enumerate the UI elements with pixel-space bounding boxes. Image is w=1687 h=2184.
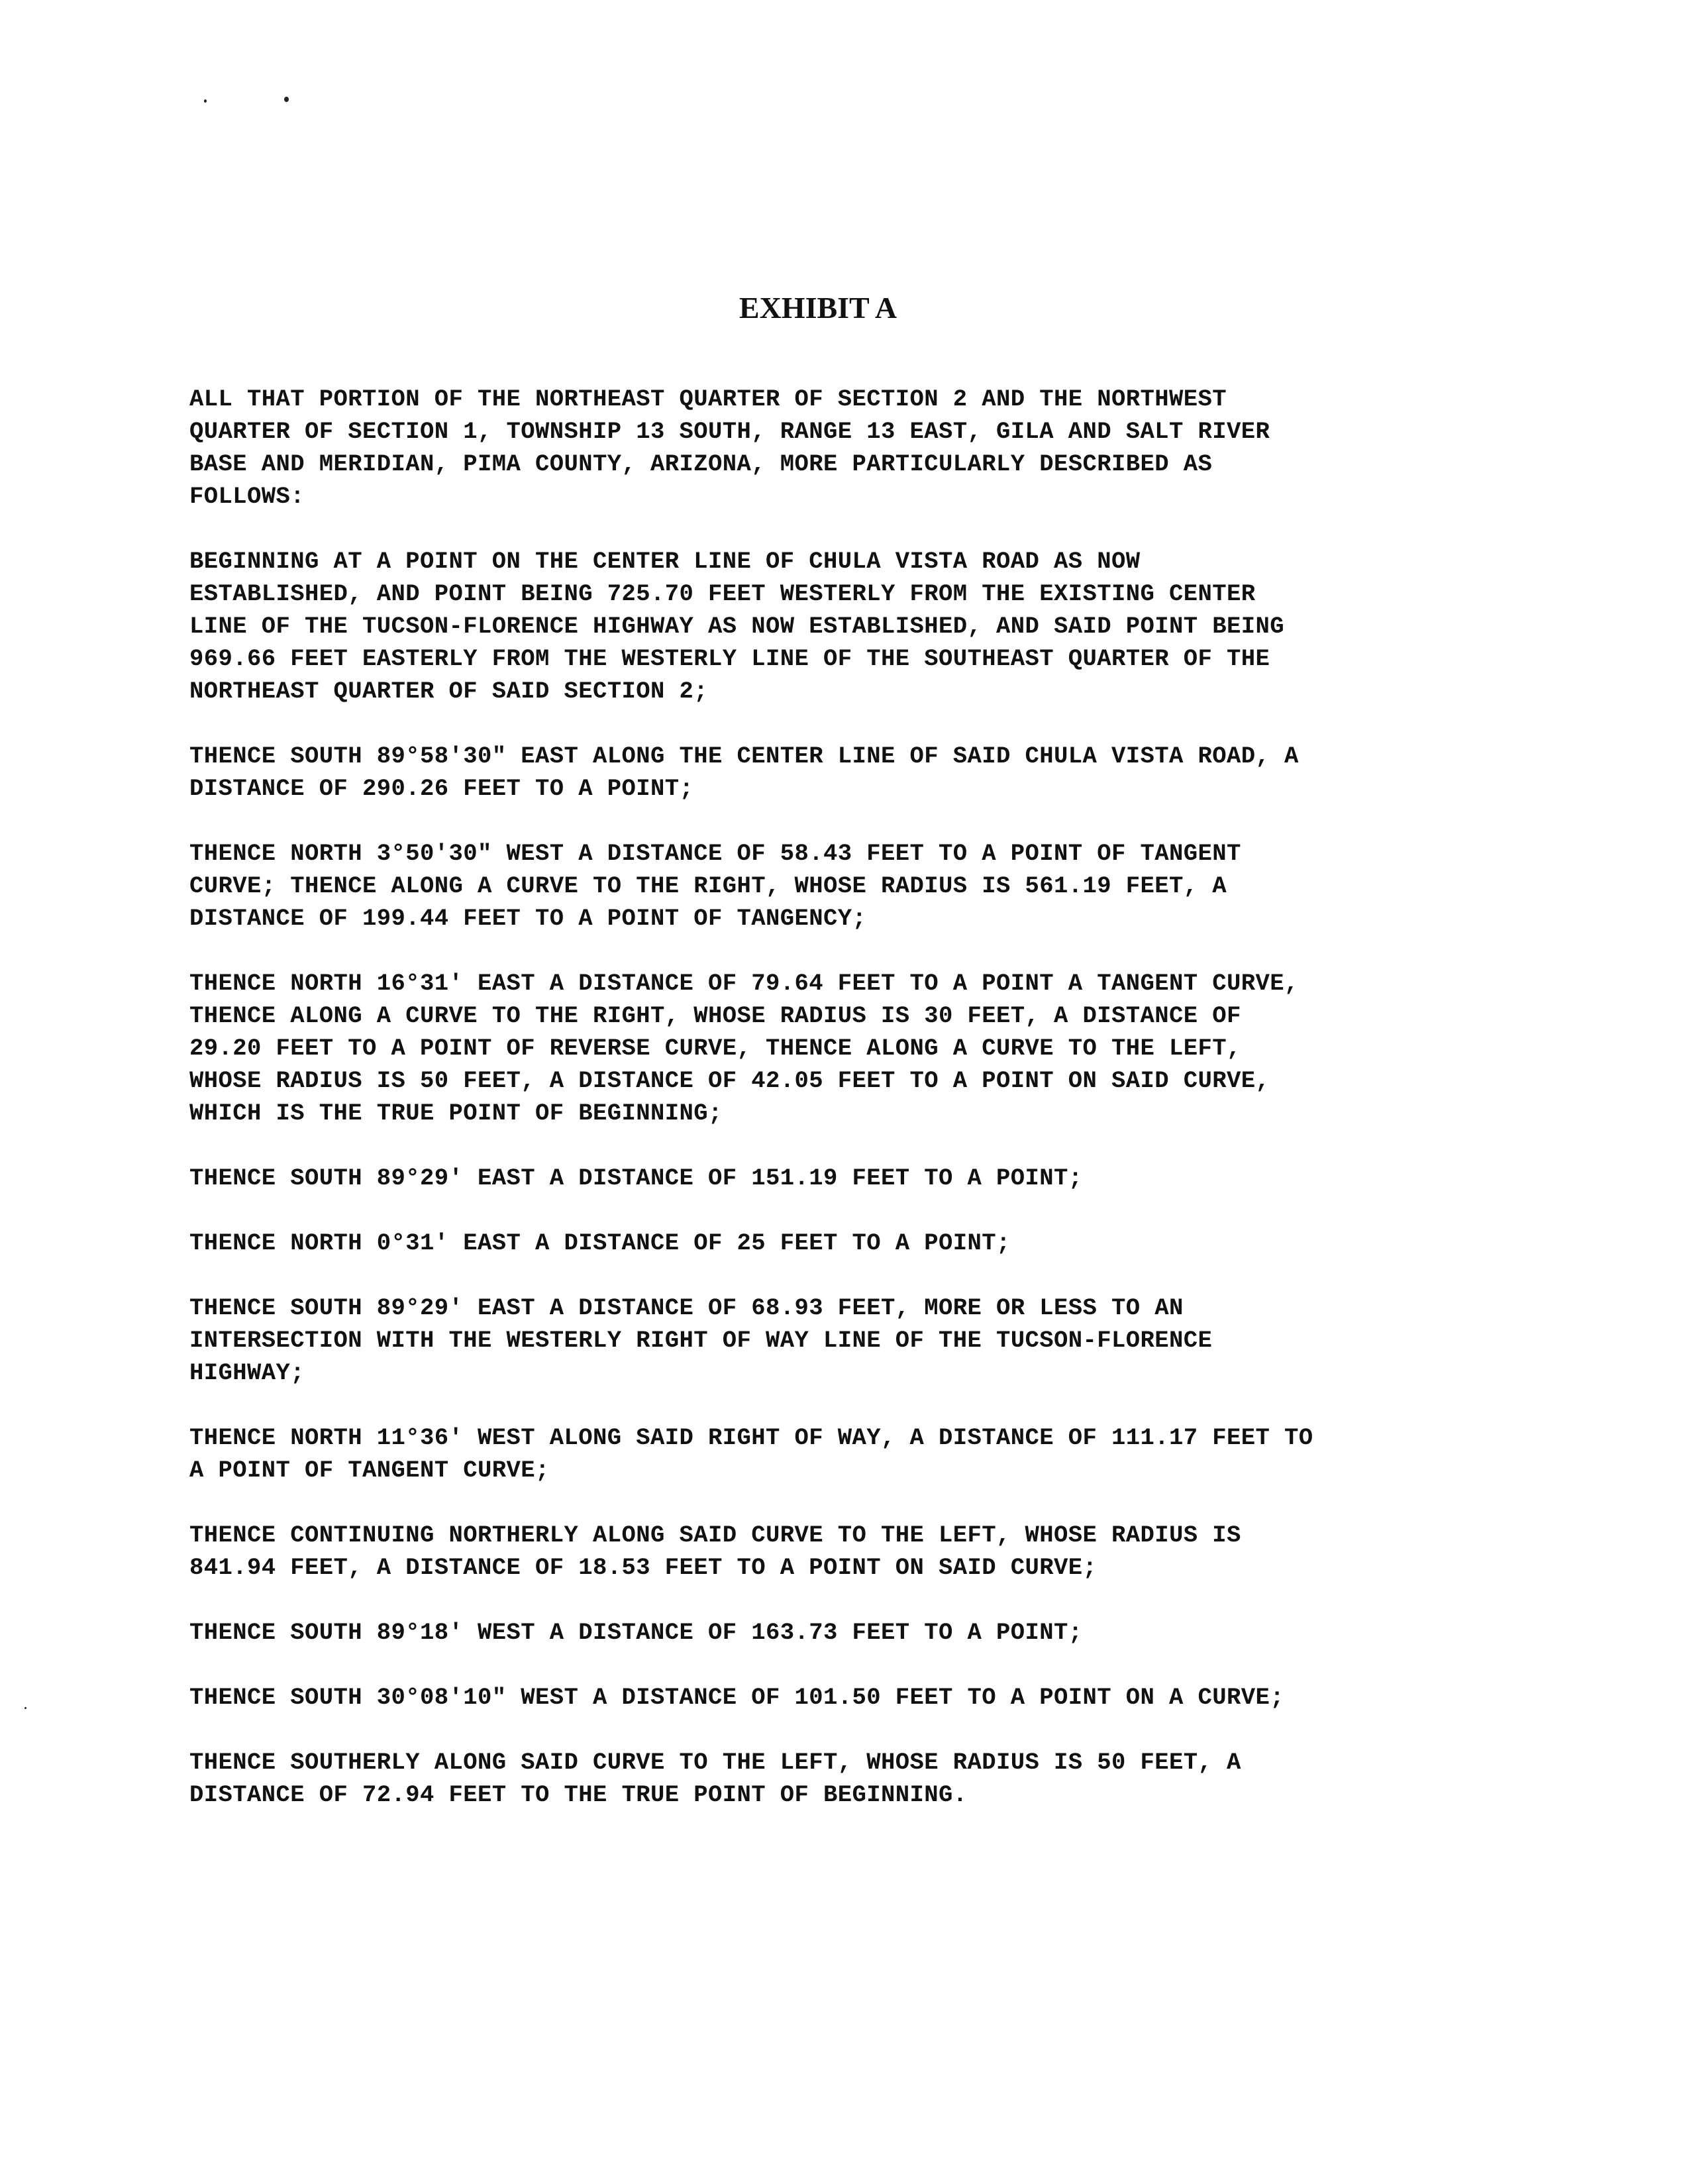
paragraph-course-9: THENCE SOUTH 89°18' WEST A DISTANCE OF 163.73 FEET TO A POINT;	[189, 1619, 1083, 1646]
paragraph-course-3: THENCE NORTH 16°31' EAST A DISTANCE OF 79.64 FEET TO A POINT A TANGENT CURVE, THENCE ALONG A CURVE TO THE RIGHT, WHOSE RADIUS IS 30 FEET, A DISTANCE OF 29.20 FEET TO A POINT OF REVERSE CURVE, THENCE ALONG A CURVE TO THE LEFT, WHOSE RADIUS IS 50 FEET, A DISTANCE OF 42.05 FEET TO A POINT ON SAID CURVE, WHICH IS THE TRUE POINT OF BEGINNING;	[189, 970, 1299, 1127]
scan-speck	[284, 97, 289, 102]
paragraph-course-5: THENCE NORTH 0°31' EAST A DISTANCE OF 25 FEET TO A POINT;	[189, 1229, 1011, 1257]
paragraph-course-2: THENCE NORTH 3°50'30" WEST A DISTANCE OF 58.43 FEET TO A POINT OF TANGENT CURVE; THENCE ALONG A CURVE TO THE RIGHT, WHOSE RADIUS IS 561.19 FEET, A DISTANCE OF 199.44 FEET TO A POINT OF TANGENCY;	[189, 840, 1241, 932]
document-title: EXHIBIT A	[739, 291, 897, 325]
paragraph-course-8: THENCE CONTINUING NORTHERLY ALONG SAID CURVE TO THE LEFT, WHOSE RADIUS IS 841.94 FEET, A DISTANCE OF 18.53 FEET TO A POINT ON SAID CURVE;	[189, 1522, 1241, 1581]
scan-speck	[204, 99, 207, 103]
paragraph-course-11: THENCE SOUTHERLY ALONG SAID CURVE TO THE LEFT, WHOSE RADIUS IS 50 FEET, A DISTANCE OF 72.94 FEET TO THE TRUE POINT OF BEGINNING.	[189, 1749, 1241, 1808]
paragraph-course-10: THENCE SOUTH 30°08'10" WEST A DISTANCE OF 101.50 FEET TO A POINT ON A CURVE;	[189, 1684, 1285, 1711]
paragraph-course-7: THENCE NORTH 11°36' WEST ALONG SAID RIGHT OF WAY, A DISTANCE OF 111.17 FEET TO A POINT OF TANGENT CURVE;	[189, 1424, 1313, 1484]
scan-speck	[25, 1707, 26, 1709]
paragraph-beginning-point: BEGINNING AT A POINT ON THE CENTER LINE OF CHULA VISTA ROAD AS NOW ESTABLISHED, AND POINT BEING 725.70 FEET WESTERLY FROM THE EXISTING CENTER LINE OF THE TUCSON-FLORENCE HIGHWAY AS NOW ESTABLISHED, AND SAID POINT BEING 969.66 FEET EASTERLY FROM THE WESTERLY LINE OF THE SOUTHEAST QUARTER OF THE NORTHEAST QUARTER OF SAID SECTION 2;	[189, 548, 1285, 705]
paragraph-course-6: THENCE SOUTH 89°29' EAST A DISTANCE OF 68.93 FEET, MORE OR LESS TO AN INTERSECTION WITH THE WESTERLY RIGHT OF WAY LINE OF THE TUCSON-FLORENCE HIGHWAY;	[189, 1294, 1213, 1386]
paragraph-course-1: THENCE SOUTH 89°58'30" EAST ALONG THE CENTER LINE OF SAID CHULA VISTA ROAD, A DISTANCE OF 290.26 FEET TO A POINT;	[189, 743, 1299, 802]
legal-description	[189, 383, 1620, 1844]
paragraph-portion-description: ALL THAT PORTION OF THE NORTHEAST QUARTER OF SECTION 2 AND THE NORTHWEST QUARTER OF SECTION 1, TOWNSHIP 13 SOUTH, RANGE 13 EAST, GILA AND SALT RIVER BASE AND MERIDIAN, PIMA COUNTY, ARIZONA, MORE PARTICULARLY DESCRIBED AS FOLLOWS:	[189, 386, 1270, 510]
paragraph-course-4: THENCE SOUTH 89°29' EAST A DISTANCE OF 151.19 FEET TO A POINT;	[189, 1165, 1083, 1192]
